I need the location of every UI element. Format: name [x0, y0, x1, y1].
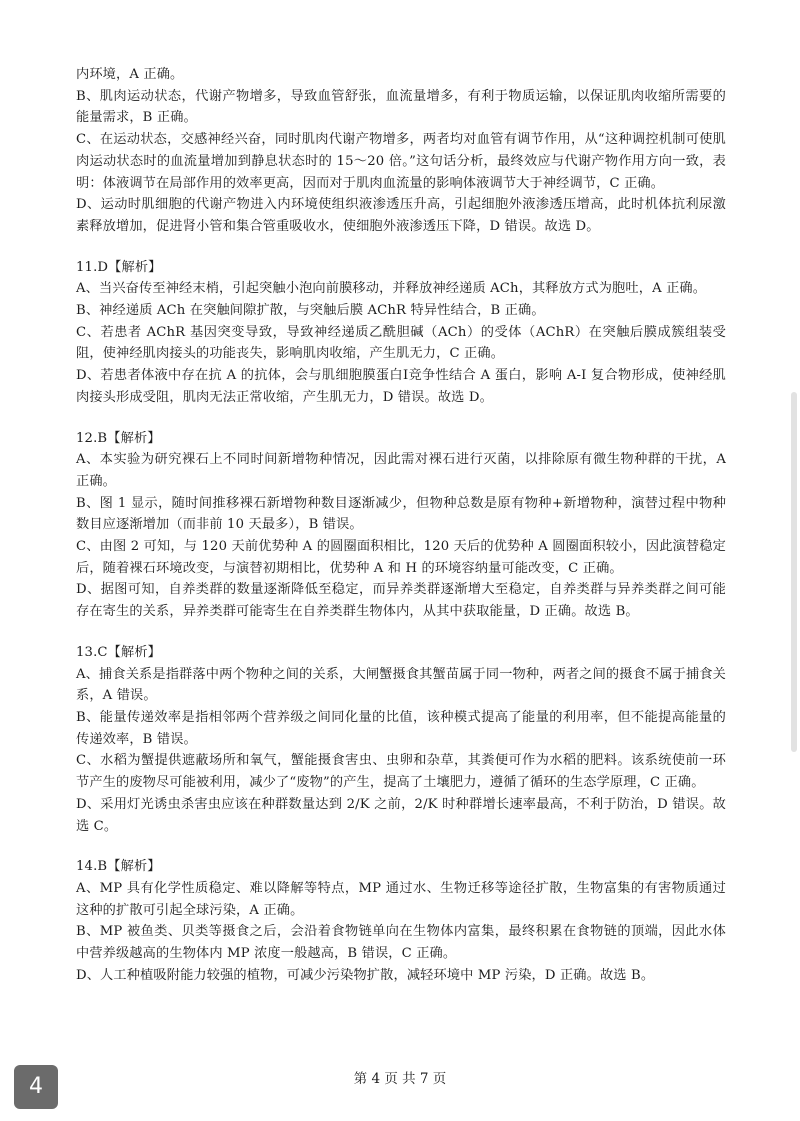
answer-line: C、若患者 AChR 基因突变导致，导致神经递质乙酰胆碱（ACh）的受体（AChR）在突触后膜成簇组装受阻，使神经肌肉接头的功能丧失，影响肌肉收缩，产生肌无力，C 正确。 [76, 324, 726, 362]
answer-line: D、采用灯光诱虫杀害虫应该在种群数量达到 2/K 之前，2/K 时种群增长速率最高，不利于防治，D 错误。故选 C。 [76, 796, 726, 834]
answer-line: D、人工种植吸附能力较强的植物，可减少污染物扩散，减轻环境中 MP 污染，D 正确。故选 B。 [76, 967, 655, 983]
answer-line: B、神经递质 ACh 在突触间隙扩散，与突触后膜 AChR 特异性结合，B 正确。 [76, 303, 545, 319]
section-heading: 11.D【解析】 [76, 259, 162, 275]
answer-line: A、当兴奋传至神经末梢，引起突触小泡向前膜移动，并释放神经递质 ACh，其释放方式为胞吐，A 正确。 [76, 281, 707, 297]
answer-section-13 [76, 642, 726, 837]
document-page [76, 64, 726, 986]
intro-line: 内环境，A 正确。 [76, 67, 184, 82]
scrollbar-thumb[interactable] [791, 392, 797, 752]
answer-section-14 [76, 856, 726, 986]
answer-line: D、若患者体液中存在抗 A 的抗体，会与肌细胞膜蛋白I竞争性结合 A 蛋白，影响 A-I 复合物形成，使神经肌肉接头形成受阻，肌肉无法正常收缩，产生肌无力，D 错误。故选 D。 [76, 368, 726, 405]
answer-section-11 [76, 257, 726, 409]
intro-line: D、运动时肌细胞的代谢产物进入内环境使组织液渗透压升高，引起细胞外液渗透压增高，此时机体抗利尿激素释放增加，促进肾小管和集合管重吸收水，使细胞外液渗透压下降，D 错误。故选 D。 [76, 197, 726, 234]
intro-block [76, 64, 726, 238]
answer-line: B、能量传递效率是指相邻两个营养级之间同化量的比值，该种模式提高了能量的利用率，但不能提高能量的传递效率，B 错误。 [76, 709, 726, 747]
answer-line: A、本实验为研究裸石上不同时间新增物种情况，因此需对裸石进行灭菌，以排除原有微生物种群的干扰，A 正确。 [76, 452, 726, 489]
answer-line: A、捕食关系是指群落中两个物种之间的关系，大闸蟹摄食其蟹苗属于同一物种，两者之间的摄食不属于捕食关系，A 错误。 [76, 666, 726, 704]
scrollbar[interactable] [784, 0, 800, 1121]
answer-line: B、图 1 显示，随时间推移裸石新增物种数目逐渐减少，但物种总数是原有物种+新增物种，演替过程中物种数目应逐渐增加（而非前 10 天最多），B 错误。 [76, 495, 726, 533]
section-heading: 14.B【解析】 [76, 859, 161, 875]
section-heading: 12.B【解析】 [76, 430, 161, 446]
section-heading: 13.C【解析】 [76, 644, 162, 660]
page-footer: 第 4 页 共 7 页 [353, 1071, 447, 1087]
answer-line: D、据图可知，自养类群的数量逐渐降低至稳定，而异养类群逐渐增大至稳定，自养类群与异养类群之间可能存在寄生的关系，异养类群可能寄生在自养类群生物体内，从其中获取能量，D 正确。故选 B。 [76, 582, 726, 620]
answer-section-12 [76, 428, 726, 623]
intro-line: B、肌肉运动状态，代谢产物增多，导致血管舒张，血流量增多，有利于物质运输，以保证肌肉收缩所需要的能量需求，B 正确。 [76, 88, 726, 126]
answer-line: B、MP 被鱼类、贝类等摄食之后，会沿着食物链单向在生物体内富集，最终积累在食物链的顶端，因此水体中营养级越高的生物体内 MP 浓度一般越高，B 错误，C 正确。 [76, 924, 726, 962]
answer-line: C、水稻为蟹提供遮蔽场所和氧气，蟹能摄食害虫、虫卵和杂草，其粪便可作为水稻的肥料。该系统使前一环节产生的废物尽可能被利用，减少了“废物”的产生，提高了土壤肥力，遵循了循环的生态学原理，C 正确。 [76, 753, 726, 791]
page-number-badge[interactable]: 4 [14, 1065, 58, 1109]
intro-line: C、在运动状态，交感神经兴奋，同时肌肉代谢产物增多，两者均对血管有调节作用，从“这种调控机制可使肌肉运动状态时的血流量增加到静息状态时的 15～20 倍。”这句话分析，最终效应与代谢产物作用方向一致，表明：体液调节在局部作用的效率更高，因而对于肌肉血流量的影响体液调节大于神经调节，C 正确。 [76, 132, 726, 191]
answer-line: C、由图 2 可知，与 120 天前优势种 A 的圆圈面积相比，120 天后的优势种 A 圆圈面积较小，因此演替稳定后，随着裸石环境改变，与演替初期相比，优势种 A 和 H 的环境容纳量可能改变，C 正确。 [76, 539, 726, 576]
answer-line: A、MP 具有化学性质稳定、难以降解等特点，MP 通过水、生物迁移等途径扩散，生物富集的有害物质通过这种的扩散可引起全球污染，A 正确。 [76, 880, 726, 918]
